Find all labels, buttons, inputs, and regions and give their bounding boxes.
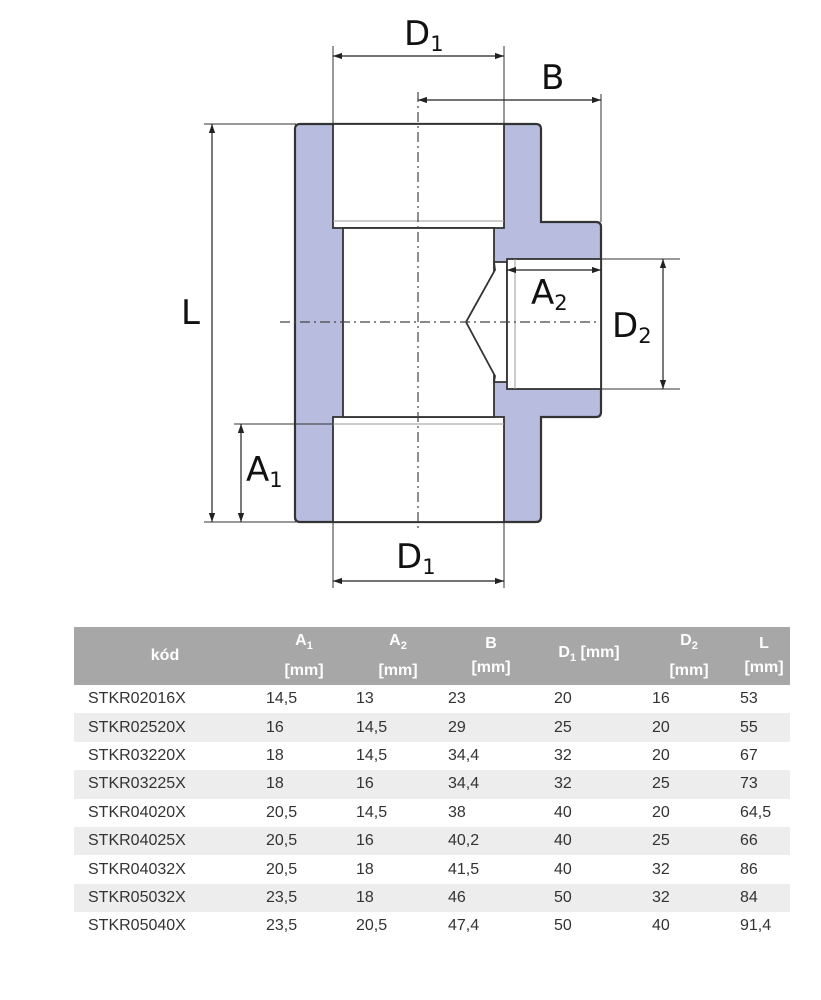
cell-kod: STKR04025X	[74, 827, 256, 855]
table-header-row	[74, 627, 790, 685]
cell-b: 34,4	[444, 770, 538, 798]
cell-kod: STKR02520X	[74, 713, 256, 741]
table-row	[74, 884, 790, 912]
cell-a1: 18	[256, 770, 352, 798]
cell-a2: 18	[352, 884, 444, 912]
cell-l: 55	[738, 713, 790, 741]
cell-l: 66	[738, 827, 790, 855]
cell-b: 34,4	[444, 742, 538, 770]
cell-kod: STKR02016X	[74, 685, 256, 713]
cell-a2: 14,5	[352, 713, 444, 741]
table-row	[74, 799, 790, 827]
cell-a2: 13	[352, 685, 444, 713]
cell-d1: 32	[538, 770, 640, 798]
cell-a1: 20,5	[256, 827, 352, 855]
cell-b: 38	[444, 799, 538, 827]
cell-l: 67	[738, 742, 790, 770]
a1-label: A1	[246, 450, 283, 492]
cell-a2: 16	[352, 770, 444, 798]
col-header-a2: $A_2$ [mm]	[352, 627, 444, 685]
cell-d2: 16	[640, 685, 738, 713]
cell-l: 91,4	[738, 912, 790, 940]
cell-a1: 20,5	[256, 799, 352, 827]
cell-a2: 14,5	[352, 742, 444, 770]
cell-a1: 20,5	[256, 855, 352, 883]
col-header-b: B [mm]	[444, 627, 538, 685]
cell-d1: 40	[538, 855, 640, 883]
d2-label: D2	[612, 306, 652, 348]
a2-label: A2	[531, 273, 568, 315]
cell-b: 23	[444, 685, 538, 713]
table-row	[74, 685, 790, 713]
cell-l: 53	[738, 685, 790, 713]
cell-d2: 40	[640, 912, 738, 940]
table-row	[74, 912, 790, 940]
dimension-table	[74, 627, 790, 941]
cell-d1: 40	[538, 827, 640, 855]
cell-d2: 25	[640, 827, 738, 855]
table-row	[74, 770, 790, 798]
table-row	[74, 742, 790, 770]
col-header-l: L [mm]	[738, 627, 790, 685]
cell-kod: STKR04020X	[74, 799, 256, 827]
cell-l: 86	[738, 855, 790, 883]
cell-kod: STKR03220X	[74, 742, 256, 770]
l-label: L	[181, 293, 200, 333]
cell-a1: 14,5	[256, 685, 352, 713]
cell-d2: 25	[640, 770, 738, 798]
cell-a2: 20,5	[352, 912, 444, 940]
col-header-a1: $A_1$ [mm]	[256, 627, 352, 685]
cell-a1: 18	[256, 742, 352, 770]
cell-a1: 16	[256, 713, 352, 741]
cell-a2: 16	[352, 827, 444, 855]
cell-d1: 32	[538, 742, 640, 770]
cell-l: 64,5	[738, 799, 790, 827]
cell-l: 73	[738, 770, 790, 798]
cell-b: 29	[444, 713, 538, 741]
d1-bottom-label: D1	[396, 537, 436, 579]
cell-d1: 50	[538, 884, 640, 912]
col-header-d2: $D_2$ [mm]	[640, 627, 738, 685]
cell-l: 84	[738, 884, 790, 912]
b-label: B	[541, 58, 565, 98]
table-row	[74, 827, 790, 855]
cell-b: 40,2	[444, 827, 538, 855]
col-header-kod: kód	[74, 627, 256, 685]
cell-b: 47,4	[444, 912, 538, 940]
cell-d2: 20	[640, 713, 738, 741]
cell-d2: 20	[640, 799, 738, 827]
cell-d2: 32	[640, 855, 738, 883]
cell-a2: 18	[352, 855, 444, 883]
table-row	[74, 855, 790, 883]
cell-d1: 20	[538, 685, 640, 713]
d1-top-label: D1	[404, 14, 444, 56]
cell-a1: 23,5	[256, 884, 352, 912]
col-header-d1: $D_1$ [mm]	[538, 627, 640, 685]
cell-b: 46	[444, 884, 538, 912]
cell-a2: 14,5	[352, 799, 444, 827]
cell-a1: 23,5	[256, 912, 352, 940]
cell-kod: STKR05032X	[74, 884, 256, 912]
cell-d1: 40	[538, 799, 640, 827]
cell-d1: 50	[538, 912, 640, 940]
table-row	[74, 713, 790, 741]
cell-d2: 20	[640, 742, 738, 770]
cell-b: 41,5	[444, 855, 538, 883]
cell-d2: 32	[640, 884, 738, 912]
cell-d1: 25	[538, 713, 640, 741]
cell-kod: STKR04032X	[74, 855, 256, 883]
cell-kod: STKR03225X	[74, 770, 256, 798]
cell-kod: STKR05040X	[74, 912, 256, 940]
